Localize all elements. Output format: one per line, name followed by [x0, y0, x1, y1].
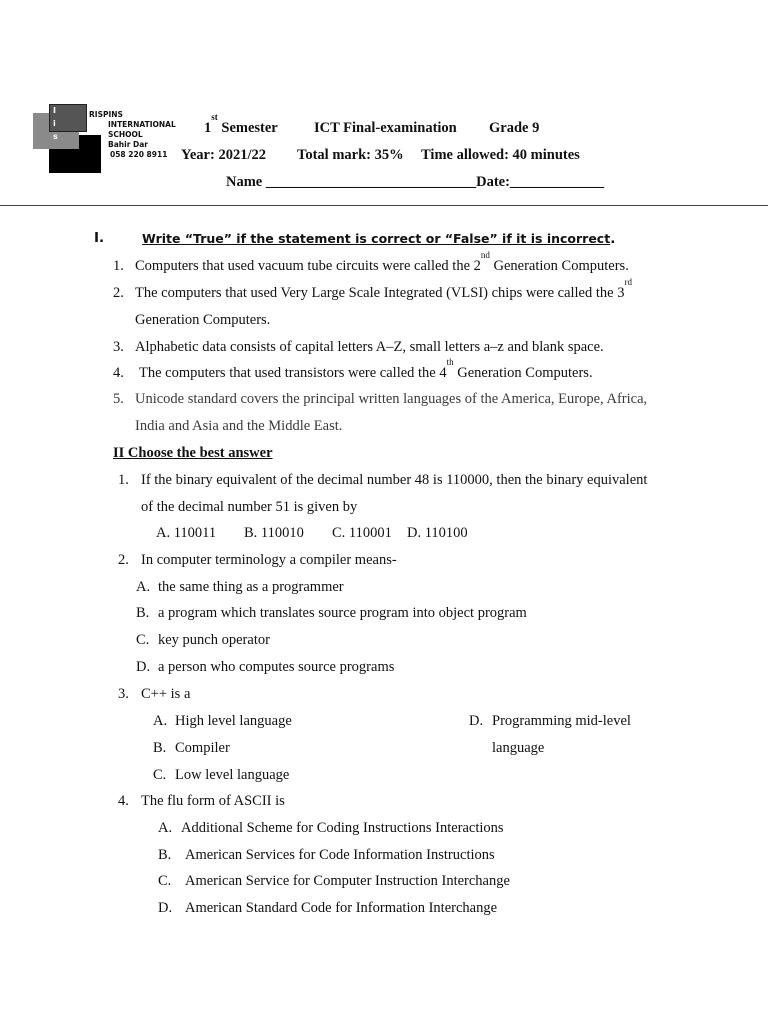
- q4-option-a: Additional Scheme for Coding Instructions Interactions: [181, 820, 504, 836]
- option-letter: B.: [153, 740, 167, 756]
- q1-option-d: D. 110100: [407, 525, 468, 541]
- exam-title: ICT Final-examination: [314, 120, 457, 136]
- question-number: 2.: [118, 552, 129, 568]
- true-false-item-5: Unicode standard covers the principal written languages of the America, Europe, Africa,: [135, 391, 648, 407]
- q2-option-c: key punch operator: [158, 632, 270, 648]
- time-allowed-label: Time allowed: 40 minutes: [421, 147, 580, 163]
- header-divider: [0, 205, 768, 206]
- name-date-line: Name _____________________________Date:_____________: [226, 174, 605, 190]
- part1-numeral: I.: [94, 230, 105, 246]
- q1-option-a: A. 110011: [156, 525, 217, 541]
- list-item-number: 4.: [113, 365, 124, 381]
- option-letter: C.: [136, 632, 150, 648]
- school-location: Bahir Dar: [108, 140, 148, 149]
- q1-option-b: B. 110010: [244, 525, 304, 541]
- option-letter: C.: [158, 873, 172, 889]
- question-3-text: C++ is a: [141, 686, 191, 702]
- q4-option-d: American Standard Code for Information Interchange: [185, 900, 498, 916]
- true-false-item-5-cont: India and Asia and the Middle East.: [135, 418, 343, 434]
- grade-label: Grade 9: [489, 120, 540, 136]
- total-mark-label: Total mark: 35%: [297, 147, 404, 163]
- true-false-item-2-cont: Generation Computers.: [135, 312, 271, 328]
- part1-instruction: Write “True” if the statement is correct or “False” if it is incorrect.: [142, 231, 616, 247]
- list-item-number: 1.: [113, 258, 124, 274]
- logo-letter: I: [53, 106, 56, 115]
- school-phone: 058 220 8911: [110, 150, 168, 159]
- option-letter: A.: [136, 579, 151, 595]
- option-letter: B.: [158, 847, 172, 863]
- q3-option-a: High level language: [175, 713, 292, 729]
- option-letter: C.: [153, 767, 167, 783]
- list-item-number: 5.: [113, 391, 124, 407]
- q2-option-b: a program which translates source program into object program: [158, 605, 527, 621]
- option-letter: D.: [136, 659, 151, 675]
- q3-option-c: Low level language: [175, 767, 290, 783]
- question-1-text-cont: of the decimal number 51 is given by: [141, 499, 358, 515]
- list-item-number: 3.: [113, 339, 124, 355]
- option-letter: A.: [158, 820, 173, 836]
- semester-label: 1st Semester: [204, 112, 278, 136]
- true-false-item-1: Computers that used vacuum tube circuits were called the 2nd Generation Computers.: [135, 250, 629, 274]
- option-letter: B.: [136, 605, 150, 621]
- q1-option-c: C. 110001: [332, 525, 392, 541]
- school-name-line: INTERNATIONAL: [108, 120, 176, 129]
- question-number: 4.: [118, 793, 129, 809]
- logo-letter: s: [53, 132, 58, 141]
- list-item-number: 2.: [113, 285, 124, 301]
- q4-option-b: American Services for Code Information Instructions: [185, 847, 495, 863]
- true-false-item-2: The computers that used Very Large Scale Integrated (VLSI) chips were called the 3rd: [135, 277, 632, 301]
- year-label: Year: 2021/22: [181, 147, 266, 163]
- option-letter: A.: [153, 713, 168, 729]
- true-false-item-4: The computers that used transistors were called the 4th Generation Computers.: [139, 357, 593, 381]
- q2-option-a: the same thing as a programmer: [158, 579, 344, 595]
- question-number: 3.: [118, 686, 129, 702]
- part2-title: II Choose the best answer: [113, 445, 273, 461]
- option-letter: D.: [158, 900, 173, 916]
- logo-letter: i: [53, 119, 56, 128]
- question-1-text: If the binary equivalent of the decimal number 48 is 110000, then the binary equivalent: [141, 472, 648, 488]
- school-name-line: RISPINS: [89, 110, 123, 119]
- q4-option-c: American Service for Computer Instruction Interchange: [185, 873, 510, 889]
- q3-option-d-cont: language: [492, 740, 545, 756]
- question-number: 1.: [118, 472, 129, 488]
- question-4-text: The flu form of ASCII is: [141, 793, 285, 809]
- q3-option-b: Compiler: [175, 740, 230, 756]
- true-false-item-3: Alphabetic data consists of capital letters A–Z, small letters a–z and blank space.: [135, 339, 604, 355]
- q3-option-d: Programming mid-level: [492, 713, 631, 729]
- school-name-line: SCHOOL: [108, 130, 143, 139]
- question-2-text: In computer terminology a compiler means-: [141, 552, 397, 568]
- option-letter: D.: [469, 713, 484, 729]
- q2-option-d: a person who computes source programs: [158, 659, 395, 675]
